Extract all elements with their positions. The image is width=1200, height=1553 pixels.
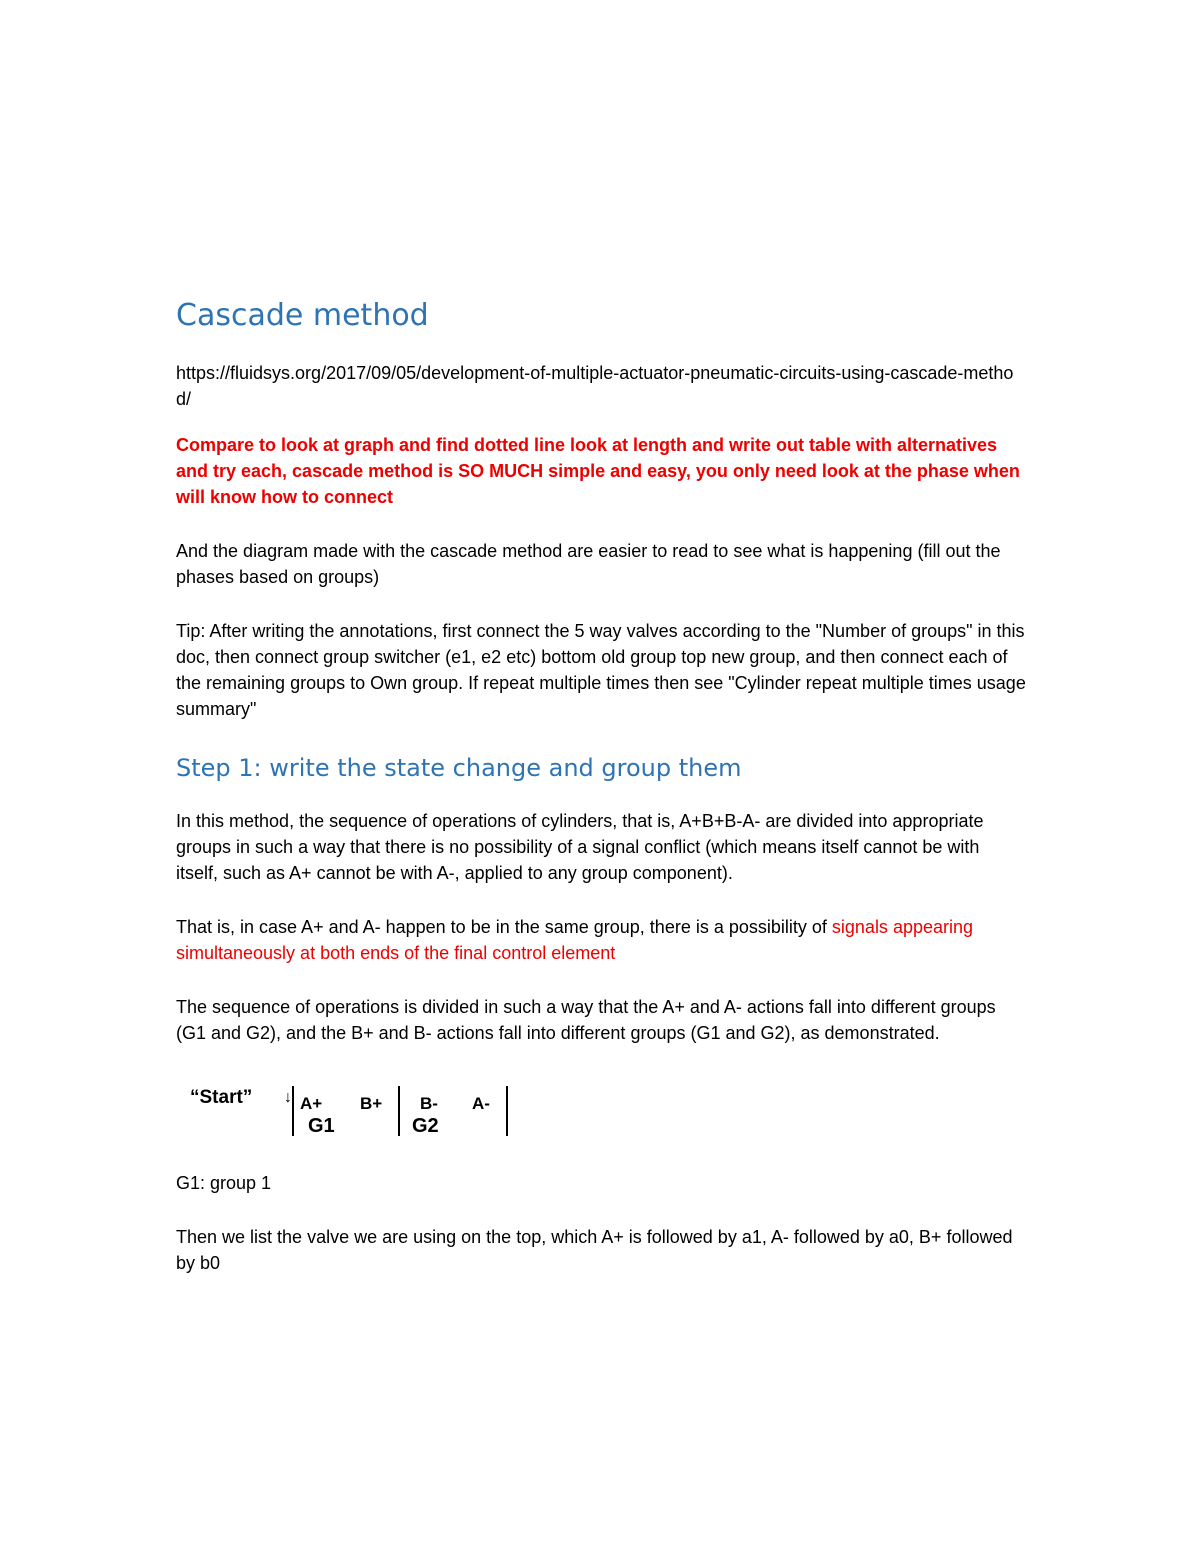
paragraph-method: In this method, the sequence of operations of cylinders, that is, A+B+B-A- are divided into appropriate groups in such a way that there is no possibility of a signal conflict (which means itself cannot be with itself, such as A+ cannot be with A-, applied to any group component). — [176, 811, 984, 883]
page-title: Cascade method — [176, 298, 429, 333]
step-1-heading: Step 1: write the state change and group them — [176, 754, 742, 782]
group-label: G2 — [412, 1115, 439, 1137]
reference-url: https://fluidsys.org/2017/09/05/development-of-multiple-actuator-pneumatic-circuits-using-cascade-method/ — [176, 363, 1014, 409]
paragraph-tip: Tip: After writing the annotations, first connect the 5 way valves according to the "Number of groups" in this doc, then connect group switcher (e1, e2 etc) bottom old group top new group, and then connect each of the remaining groups to Own group. If repeat multiple times then see "Cylinder repeat multiple times usage summary" — [176, 621, 1026, 719]
paragraph-diagram: And the diagram made with the cascade method are easier to read to see what is happening (fill out the phases based on groups) — [176, 541, 1001, 587]
sequence-op: B+ — [360, 1094, 383, 1113]
sequence-op: A- — [472, 1094, 490, 1113]
sequence-diagram — [176, 1086, 1026, 1156]
paragraph-conflict-text: That is, in case A+ and A- happen to be in the same group, there is a possibility of — [176, 917, 832, 937]
sequence-op: A+ — [300, 1094, 323, 1113]
group-divider — [506, 1086, 508, 1136]
document-page — [176, 296, 1026, 1276]
start-arrow-icon: ↓ — [284, 1089, 292, 1106]
group-divider — [398, 1086, 400, 1136]
caption-g1: G1: group 1 — [176, 1173, 272, 1193]
sequence-start-label: “Start” — [190, 1087, 253, 1108]
sequence-op: B- — [420, 1094, 438, 1113]
group-divider — [292, 1086, 294, 1136]
paragraph-conflict — [176, 914, 1026, 966]
group-label: G1 — [308, 1115, 335, 1137]
paragraph-conflict-highlight: signals appearing simultaneously at both ends of the final control element — [176, 917, 974, 963]
paragraph-sequence: The sequence of operations is divided in such a way that the A+ and A- actions fall into different groups (G1 and G2), and the B+ and B- actions fall into different groups (G1 and G2), as demonstrated. — [176, 997, 996, 1043]
paragraph-valves: Then we list the valve we are using on the top, which A+ is followed by a1, A- followed by a0, B+ followed by b0 — [176, 1227, 1013, 1273]
highlighted-note: Compare to look at graph and find dotted line look at length and write out table with alternatives and try each, cascade method is SO MUCH simple and easy, you only need look at the phase when will know how to connect — [176, 435, 1020, 507]
